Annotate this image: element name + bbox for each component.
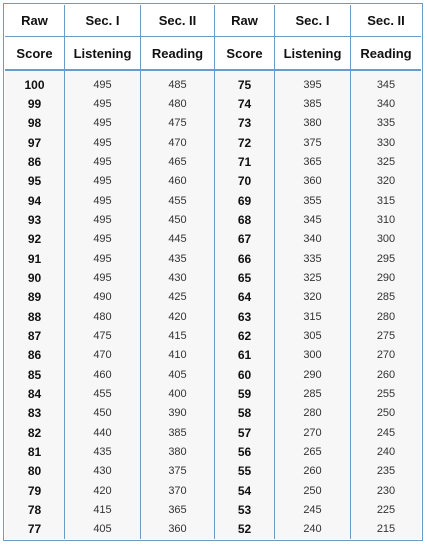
reading-left-cell: 370 [141,481,215,500]
listening-right-cell: 355 [275,191,351,210]
table-row [5,326,421,345]
reading-right-cell: 290 [351,268,421,287]
raw-score-left-cell: 91 [5,249,65,268]
reading-left-cell: 375 [141,462,215,481]
reading-right-cell: 335 [351,114,421,133]
listening-left-cell: 480 [65,307,141,326]
reading-left-cell: 425 [141,288,215,307]
reading-left-cell: 435 [141,249,215,268]
listening-left-cell: 495 [65,133,141,152]
listening-right-cell: 395 [275,71,351,94]
header-row-section [5,5,421,37]
reading-left-cell: 445 [141,230,215,249]
listening-left-cell: 435 [65,442,141,461]
reading-left-cell: 460 [141,172,215,191]
header-raw-2: Raw [215,5,275,37]
table-row [5,249,421,268]
table-row [5,114,421,133]
reading-left-cell: 465 [141,152,215,171]
table-row [5,172,421,191]
table-row [5,500,421,519]
reading-right-cell: 275 [351,326,421,345]
listening-right-cell: 345 [275,210,351,229]
table-row [5,423,421,442]
raw-score-left-cell: 86 [5,346,65,365]
table-row [5,462,421,481]
raw-score-right-cell: 68 [215,210,275,229]
listening-left-cell: 430 [65,462,141,481]
reading-right-cell: 320 [351,172,421,191]
raw-score-right-cell: 56 [215,442,275,461]
header-score-2: Score [215,37,275,71]
reading-right-cell: 230 [351,481,421,500]
raw-score-right-cell: 69 [215,191,275,210]
raw-score-left-cell: 78 [5,500,65,519]
listening-right-cell: 305 [275,326,351,345]
raw-score-left-cell: 77 [5,520,65,539]
raw-score-left-cell: 85 [5,365,65,384]
raw-score-left-cell: 80 [5,462,65,481]
listening-right-cell: 270 [275,423,351,442]
reading-left-cell: 430 [141,268,215,287]
reading-left-cell: 390 [141,404,215,423]
header-sec2-1: Sec. II [141,5,215,37]
raw-score-right-cell: 58 [215,404,275,423]
listening-left-cell: 490 [65,288,141,307]
listening-left-cell: 495 [65,114,141,133]
table-row [5,71,421,94]
raw-score-left-cell: 87 [5,326,65,345]
reading-right-cell: 250 [351,404,421,423]
reading-right-cell: 235 [351,462,421,481]
raw-score-left-cell: 82 [5,423,65,442]
table-row [5,152,421,171]
listening-left-cell: 495 [65,94,141,113]
reading-right-cell: 325 [351,152,421,171]
reading-left-cell: 420 [141,307,215,326]
raw-score-left-cell: 94 [5,191,65,210]
header-sec1-2: Sec. I [275,5,351,37]
table-row [5,384,421,403]
listening-left-cell: 475 [65,326,141,345]
raw-score-right-cell: 65 [215,268,275,287]
raw-score-right-cell: 74 [215,94,275,113]
raw-score-left-cell: 93 [5,210,65,229]
reading-right-cell: 225 [351,500,421,519]
listening-right-cell: 265 [275,442,351,461]
raw-score-left-cell: 84 [5,384,65,403]
reading-left-cell: 470 [141,133,215,152]
listening-left-cell: 495 [65,210,141,229]
reading-left-cell: 480 [141,94,215,113]
listening-right-cell: 280 [275,404,351,423]
raw-score-right-cell: 64 [215,288,275,307]
table-row [5,230,421,249]
raw-score-left-cell: 88 [5,307,65,326]
reading-right-cell: 300 [351,230,421,249]
raw-score-left-cell: 92 [5,230,65,249]
reading-left-cell: 475 [141,114,215,133]
header-sec1-1: Sec. I [65,5,141,37]
header-reading-2: Reading [351,37,421,71]
raw-score-left-cell: 90 [5,268,65,287]
listening-left-cell: 415 [65,500,141,519]
reading-left-cell: 400 [141,384,215,403]
listening-right-cell: 315 [275,307,351,326]
table-row [5,307,421,326]
raw-score-right-cell: 57 [215,423,275,442]
raw-score-right-cell: 62 [215,326,275,345]
score-conversion-table [5,5,421,539]
raw-score-right-cell: 54 [215,481,275,500]
raw-score-left-cell: 83 [5,404,65,423]
reading-right-cell: 260 [351,365,421,384]
reading-right-cell: 215 [351,520,421,539]
listening-right-cell: 375 [275,133,351,152]
raw-score-right-cell: 59 [215,384,275,403]
listening-right-cell: 365 [275,152,351,171]
reading-left-cell: 380 [141,442,215,461]
raw-score-right-cell: 61 [215,346,275,365]
table-row [5,365,421,384]
listening-left-cell: 460 [65,365,141,384]
raw-score-right-cell: 66 [215,249,275,268]
table-row [5,133,421,152]
reading-right-cell: 285 [351,288,421,307]
reading-right-cell: 270 [351,346,421,365]
reading-right-cell: 315 [351,191,421,210]
raw-score-left-cell: 81 [5,442,65,461]
listening-right-cell: 245 [275,500,351,519]
reading-right-cell: 345 [351,71,421,94]
raw-score-right-cell: 72 [215,133,275,152]
header-reading-1: Reading [141,37,215,71]
raw-score-left-cell: 99 [5,94,65,113]
listening-right-cell: 340 [275,230,351,249]
reading-left-cell: 410 [141,346,215,365]
reading-right-cell: 310 [351,210,421,229]
reading-left-cell: 415 [141,326,215,345]
raw-score-left-cell: 98 [5,114,65,133]
raw-score-left-cell: 79 [5,481,65,500]
header-listening-1: Listening [65,37,141,71]
raw-score-right-cell: 55 [215,462,275,481]
raw-score-left-cell: 95 [5,172,65,191]
listening-left-cell: 470 [65,346,141,365]
table-row [5,288,421,307]
listening-left-cell: 495 [65,172,141,191]
score-conversion-table-frame [3,3,423,541]
reading-left-cell: 450 [141,210,215,229]
listening-left-cell: 440 [65,423,141,442]
raw-score-right-cell: 52 [215,520,275,539]
table-row [5,268,421,287]
table-row [5,346,421,365]
listening-left-cell: 495 [65,230,141,249]
raw-score-left-cell: 89 [5,288,65,307]
raw-score-right-cell: 53 [215,500,275,519]
raw-score-right-cell: 60 [215,365,275,384]
reading-right-cell: 255 [351,384,421,403]
raw-score-left-cell: 86 [5,152,65,171]
table-row [5,520,421,539]
listening-left-cell: 495 [65,191,141,210]
header-row-subject [5,37,421,71]
listening-left-cell: 450 [65,404,141,423]
reading-left-cell: 385 [141,423,215,442]
reading-right-cell: 240 [351,442,421,461]
listening-right-cell: 360 [275,172,351,191]
listening-right-cell: 380 [275,114,351,133]
listening-right-cell: 260 [275,462,351,481]
listening-left-cell: 495 [65,268,141,287]
listening-right-cell: 290 [275,365,351,384]
header-raw-1: Raw [5,5,65,37]
raw-score-right-cell: 67 [215,230,275,249]
reading-left-cell: 405 [141,365,215,384]
header-listening-2: Listening [275,37,351,71]
listening-left-cell: 495 [65,71,141,94]
reading-right-cell: 330 [351,133,421,152]
table-row [5,94,421,113]
listening-right-cell: 325 [275,268,351,287]
reading-left-cell: 365 [141,500,215,519]
raw-score-left-cell: 100 [5,71,65,94]
table-row [5,210,421,229]
reading-left-cell: 360 [141,520,215,539]
reading-right-cell: 245 [351,423,421,442]
table-row [5,404,421,423]
listening-left-cell: 455 [65,384,141,403]
reading-left-cell: 455 [141,191,215,210]
table-body [5,71,421,539]
listening-right-cell: 385 [275,94,351,113]
listening-right-cell: 335 [275,249,351,268]
listening-left-cell: 420 [65,481,141,500]
listening-right-cell: 320 [275,288,351,307]
listening-left-cell: 405 [65,520,141,539]
reading-right-cell: 280 [351,307,421,326]
reading-right-cell: 340 [351,94,421,113]
listening-left-cell: 495 [65,152,141,171]
table-row [5,442,421,461]
table-row [5,191,421,210]
listening-right-cell: 240 [275,520,351,539]
header-sec2-2: Sec. II [351,5,421,37]
raw-score-right-cell: 63 [215,307,275,326]
raw-score-right-cell: 70 [215,172,275,191]
table-row [5,481,421,500]
raw-score-right-cell: 73 [215,114,275,133]
table-header [5,5,421,71]
raw-score-left-cell: 97 [5,133,65,152]
reading-right-cell: 295 [351,249,421,268]
listening-right-cell: 285 [275,384,351,403]
listening-right-cell: 300 [275,346,351,365]
listening-left-cell: 495 [65,249,141,268]
header-score-1: Score [5,37,65,71]
reading-left-cell: 485 [141,71,215,94]
raw-score-right-cell: 75 [215,71,275,94]
raw-score-right-cell: 71 [215,152,275,171]
listening-right-cell: 250 [275,481,351,500]
